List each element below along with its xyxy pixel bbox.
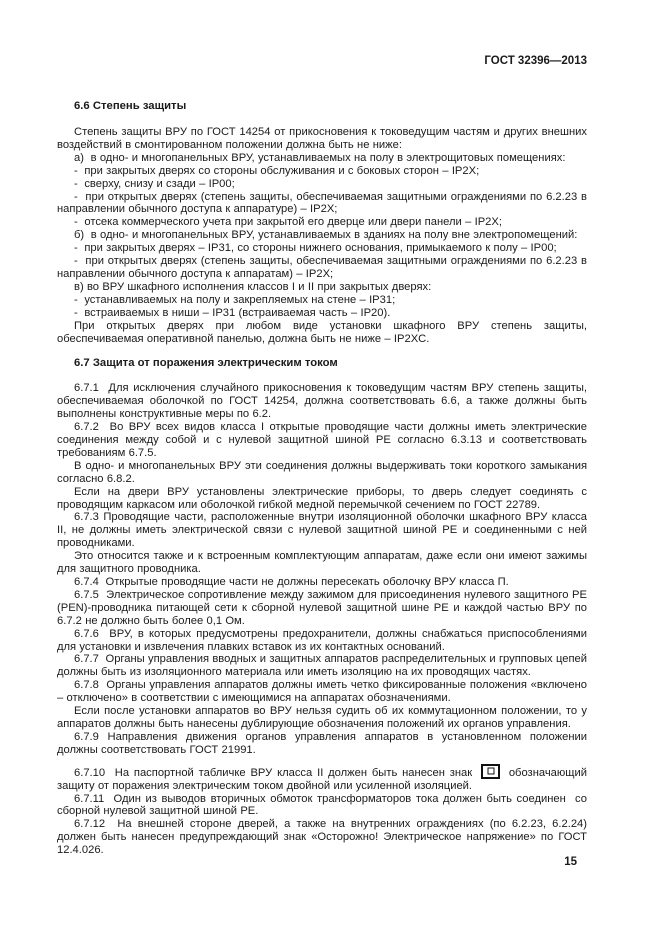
paragraph [57, 764, 587, 793]
paragraph: а) в одно- и многопанельных ВРУ, устанавливаемых на полу в электрощитовых помещениях: [74, 151, 566, 164]
document-blocks [57, 100, 587, 857]
paragraph: 6.7.7 Органы управления вводных и защитных аппаратов распределительных и групповых цепей должны быть из изоляционного материала или иметь изоляцию на их проводящих частях. [57, 653, 587, 679]
paragraph: В одно- и многопанельных ВРУ эти соединения должны выдерживать токи короткого замыкания согласно 6.8.2. [57, 459, 587, 485]
paragraph: 6.7.1 Для исключения случайного прикосновения к токоведущим частям ВРУ степень защиты, обеспечиваемая оболочкой по ГОСТ 14254, должна соответствовать 6.6, а также должны быть выполнены конструктивные меры по 6.2. [57, 382, 587, 421]
paragraph: - сверху, снизу и сзади – IP00; [74, 177, 235, 190]
paragraph: - при закрытых дверях со стороны обслуживания и с боковых сторон – IP2X; [74, 164, 480, 177]
paragraph: Если после установки аппаратов во ВРУ нельзя судить об их коммутационном положении, то у аппаратов должны быть нанесены дублирующие обозначения положений их органов управления. [57, 705, 587, 730]
running-header: ГОСТ 32396—2013 [484, 55, 587, 67]
page-number: 15 [564, 856, 577, 868]
paragraph: При открытых дверях при любом виде установки шкафного ВРУ степень защиты, обеспечиваемая оперативной панелью, должна быть не ниже – IP2XC. [57, 319, 587, 345]
paragraph: - устанавливаемых на полу и закрепляемых на стене – IP31; [74, 293, 396, 306]
paragraph: 6.7.2 Во ВРУ всех видов класса I открытые проводящие части должны иметь электрические соединения между собой и с нулевой защитной шиной PE согласно 6.3.13 и соответствовать требованиям 6.7.5. [57, 421, 587, 459]
paragraph: Степень защиты ВРУ по ГОСТ 14254 от прикосновения к токоведущим частям и других внешних воздействий в смонтированном положении должна быть не ниже: [57, 126, 587, 151]
paragraph: - отсека коммерческого учета при закрытой его дверце или двери панели – IP2X; [74, 216, 502, 229]
paragraph: 6.7.6 ВРУ, в которых предусмотрены предохранители, должны снабжаться приспособлениями для установки и извлечения плавких вставок из их контактных оснований. [57, 627, 587, 653]
paragraph-text: обозначающий защиту от поражения электрическим током двойной или усиленной изоляцией. [57, 766, 587, 792]
section-6-6-heading: 6.6 Степень защиты [74, 100, 187, 112]
inner-square [487, 768, 494, 775]
paragraph: 6.7.8 Органы управления аппаратов должны иметь четко фиксированные положения «включено – отключено» в соответствии с имеющимися на аппаратах обозначениями. [57, 679, 587, 705]
paragraph-text: 6.7.10 На паспортной табличке ВРУ класса II должен быть нанесен знак [74, 766, 477, 779]
paragraph: 6.7.11 Один из выводов вторичных обмоток трансформаторов тока должен быть соединен со сборной нулевой защитной шиной PE. [57, 792, 587, 818]
paragraph: Если на двери ВРУ установлены электрические приборы, то дверь следует соединять с проводящим каркасом или оболочкой гибкой медной перемычкой сечением по ГОСТ 22789. [57, 485, 587, 511]
paragraph: 6.7.12 На внешней стороне дверей, а также на внутренних ограждениях (по 6.2.23, 6.2.24) должен быть нанесен предупреждающий знак «Осторожно! Электрическое напряжение» по ГОСТ 12.4.026. [57, 818, 587, 857]
class-ii-double-insulation-icon [481, 764, 500, 779]
paragraph: - при закрытых дверях – IP31, со стороны нижнего основания, примыкаемого к полу – IP00; [74, 242, 557, 255]
paragraph: - при открытых дверях (степень защиты, обеспечиваемая защитными ограждениями по 6.2.23 в направлении обычного доступа к аппаратуре) – IP2X; [57, 190, 587, 216]
paragraph: б) в одно- и многопанельных ВРУ, устанавливаемых в зданиях на полу вне электропомещений: [74, 229, 578, 242]
paragraph: 6.7.5 Электрическое сопротивление между зажимом для присоединения нулевого защитного PE (PEN)-проводника питающей сети к сборной нулевой защитной шине PE и каждой частью ВРУ по 6.7.2 не должно быть более 0,1 Ом. [57, 588, 587, 627]
paragraph: - встраиваемых в ниши – IP31 (встраиваемая часть – IP20). [74, 306, 391, 319]
paragraph: Это относится также и к встроенным комплектующим аппаратам, даже если они имеют зажимы для защитного проводника. [57, 550, 587, 576]
paragraph: 6.7.3 Проводящие части, расположенные внутри изоляционной оболочки шкафного ВРУ класса II, не должны иметь электрической связи с нулевой защитной шиной PE и соединенными с ней проводниками. [57, 511, 587, 550]
paragraph: - при открытых дверях (степень защиты, обеспечиваемая защитными ограждениями по 6.2.23 в направлении обычного доступа к аппаратам) – IP2X; [57, 255, 587, 280]
paragraph: 6.7.4 Открытые проводящие части не должны пересекать оболочку ВРУ класса П. [74, 576, 509, 588]
paragraph: в) во ВРУ шкафного исполнения классов I и II при закрытых дверях: [74, 280, 432, 293]
section-6-7-heading: 6.7 Защита от поражения электрическим током [74, 357, 338, 370]
paragraph: 6.7.9 Направления движения органов управления аппаратов в установленном положении должны соответствовать ГОСТ 21991. [57, 730, 587, 756]
